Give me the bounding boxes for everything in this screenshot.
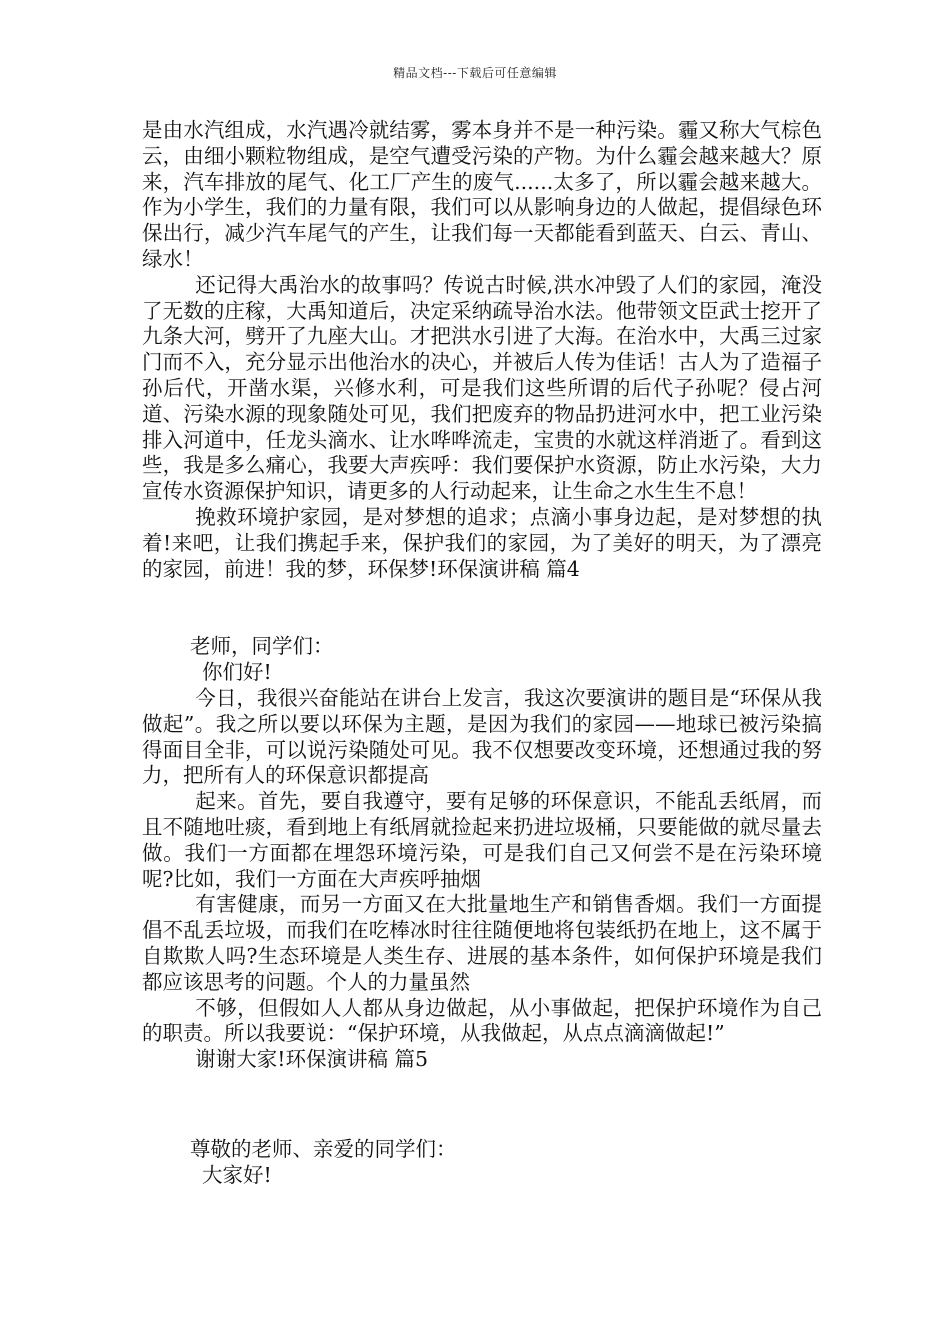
paragraph-topic: 今日，我很兴奋能站在讲台上发言，我这次要演讲的题目是“环保从我做起”。我之所以要以环保为主题，是因为我们的家园——地球已被污染搞得面目全非，可以说污染随处可见。我不仅想要改变环境，还想通过我的努力，把所有人的环保意识都提高 bbox=[142, 685, 822, 788]
paragraph-conclusion: 不够，但假如人人都从身边做起，从小事做起，把保护环境作为自己的职责。所以我要说：“保护环境，从我做起，从点点滴滴做起!” bbox=[142, 995, 822, 1046]
greeting: 你们好! bbox=[202, 660, 272, 685]
paragraph-smoking: 有害健康，而另一方面又在大批量地生产和销售香烟。我们一方面提倡不乱丢垃圾，而我们在吃棒冰时往往随便地将包装纸扔在地上，这不属于自欺欺人吗?生态环境是人类生存、进展的基本条件，如何保护环境是我们都应该思考的问题。个人的力量虽然 bbox=[142, 892, 822, 994]
section-gap bbox=[142, 582, 822, 634]
paragraph-thanks: 谢谢大家!环保演讲稿 篇5 bbox=[195, 1047, 429, 1072]
paragraph-dayu: 还记得大禹治水的故事吗？传说古时候,洪水冲毁了人们的家园，淹没了无数的庄稼，大禹知道后，决定采纳疏导治水法。他带领文臣武士挖开了九条大河，劈开了九座大山。才把洪水引进了大海。在治水中，大禹三过家门而不入，充分显示出他治水的决心，并被后人传为佳话！古人为了造福子孙后代，开凿水渠，兴修水利，可是我们这些所谓的后代子孙呢？侵占河道、污染水源的现象随处可见，我们把废弃的物品扔进河水中，把工业污染排入河道中，任龙头滴水、让水哗哗流走，宝贵的水就这样消逝了。看到这些，我是多么痛心，我要大声疾呼：我们要保护水资源，防止水污染，大力宣传水资源保护知识，请更多的人行动起来，让生命之水生生不息！ bbox=[142, 272, 822, 504]
salutation: 老师，同学们： bbox=[190, 634, 334, 659]
paragraph-dream: 挽救环境护家园，是对梦想的追求；点滴小事身边起，是对梦想的执着!来吧，让我们携起手来，保护我们的家园，为了美好的明天，为了漂亮的家园，前进！我的梦，环保梦!环保演讲稿 篇4 bbox=[142, 504, 822, 581]
section-gap bbox=[142, 1073, 822, 1137]
page-header: 精品文档---下载后可任意编辑 bbox=[393, 66, 557, 80]
paragraph-self: 起来。首先，要自我遵守，要有足够的环保意识，不能乱丢纸屑，而且不随地吐痰，看到地上有纸屑就捡起来扔进垃圾桶，只要能做的就尽量去做。我们一方面都在埋怨环境污染，可是我们自己又何尝不是在污染环境呢?比如，我们一方面在大声疾呼抽烟 bbox=[142, 789, 822, 891]
greeting: 大家好! bbox=[202, 1162, 272, 1187]
salutation: 尊敬的老师、亲爱的同学们： bbox=[190, 1136, 457, 1161]
document-body bbox=[142, 118, 822, 1188]
paragraph-haze: 是由水汽组成，水汽遇冷就结雾，雾本身并不是一种污染。霾又称大气棕色云，由细小颗粒物组成，是空气遭受污染的产物。为什么霾会越来越大？原来，汽车排放的尾气、化工厂产生的废气......太多了，所以霾会越来越大。作为小学生，我们的力量有限，我们可以从影响身边的人做起，提倡绿色环保出行，减少汽车尾气的产生，让我们每一天都能看到蓝天、白云、青山、绿水！ bbox=[142, 118, 822, 271]
